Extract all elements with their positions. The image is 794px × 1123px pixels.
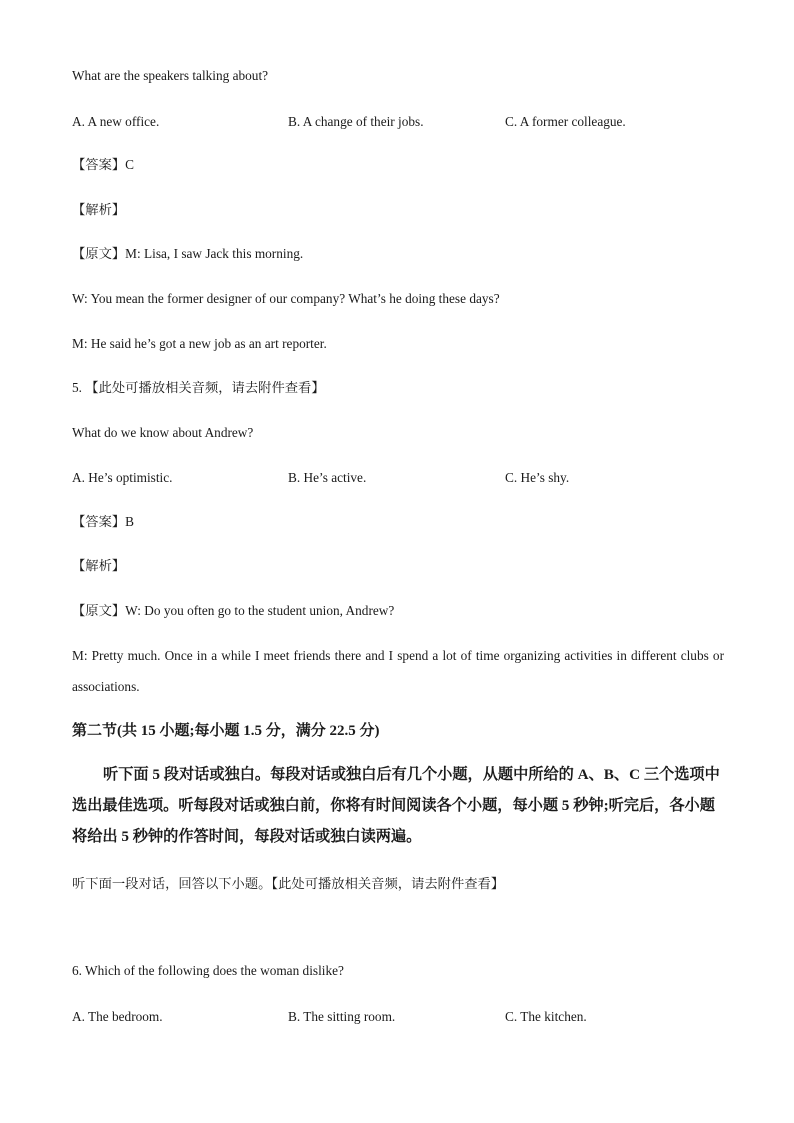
- q5-answer: 【答案】B: [72, 514, 135, 529]
- q4-option-a: A. A new office.: [72, 114, 160, 129]
- q5-transcript-line-1: 【原文】W: Do you often go to the student union, Andrew?: [72, 603, 395, 618]
- q4-option-b: B. A change of their jobs.: [288, 114, 424, 129]
- q5-question: What do we know about Andrew?: [72, 425, 254, 440]
- q5-option-c: C. He’s shy.: [505, 470, 570, 485]
- q5-analysis-label: 【解析】: [72, 558, 126, 573]
- q4-transcript-line-2: W: You mean the former designer of our company? What’s he doing these days?: [72, 291, 500, 306]
- q6-question: 6. Which of the following does the woman dislike?: [72, 963, 344, 978]
- section-title: 第二节(共 15 小题;每小题 1.5 分，满分 22.5 分): [72, 723, 380, 739]
- q4-question: What are the speakers talking about?: [72, 68, 269, 83]
- q4-answer: 【答案】C: [72, 157, 135, 172]
- q4-transcript-line-1: 【原文】M: Lisa, I saw Jack this morning.: [72, 246, 304, 261]
- listen-prompt: 听下面一段对话，回答以下小题。【此处可播放相关音频，请去附件查看】: [72, 876, 505, 891]
- q4-analysis-label: 【解析】: [72, 202, 126, 217]
- q4-option-c: C. A former colleague.: [505, 114, 626, 129]
- q6-option-a: A. The bedroom.: [72, 1009, 163, 1024]
- q5-transcript-line-2: M: Pretty much. Once in a while I meet friends there and I spend a lot of time organizing activities in different clubs or associations.: [72, 648, 724, 694]
- q5-option-b: B. He’s active.: [288, 470, 367, 485]
- q6-option-b: B. The sitting room.: [288, 1009, 396, 1024]
- section-instructions: 听下面 5 段对话或独白。每段对话或独白后有几个小题，从题中所给的 A、B、C 三个选项中选出最佳选项。听每段对话或独白前，你将有时间阅读各个小题，每小题 5 秒钟;听完后，各小题将给出 5 秒钟的作答时间，每段对话或独白读两遍。: [72, 766, 720, 845]
- q6-option-c: C. The kitchen.: [505, 1009, 587, 1024]
- q5-header: 5. 【此处可播放相关音频，请去附件查看】: [72, 380, 325, 395]
- q4-transcript-line-3: M: He said he’s got a new job as an art reporter.: [72, 336, 327, 351]
- q5-option-a: A. He’s optimistic.: [72, 470, 173, 485]
